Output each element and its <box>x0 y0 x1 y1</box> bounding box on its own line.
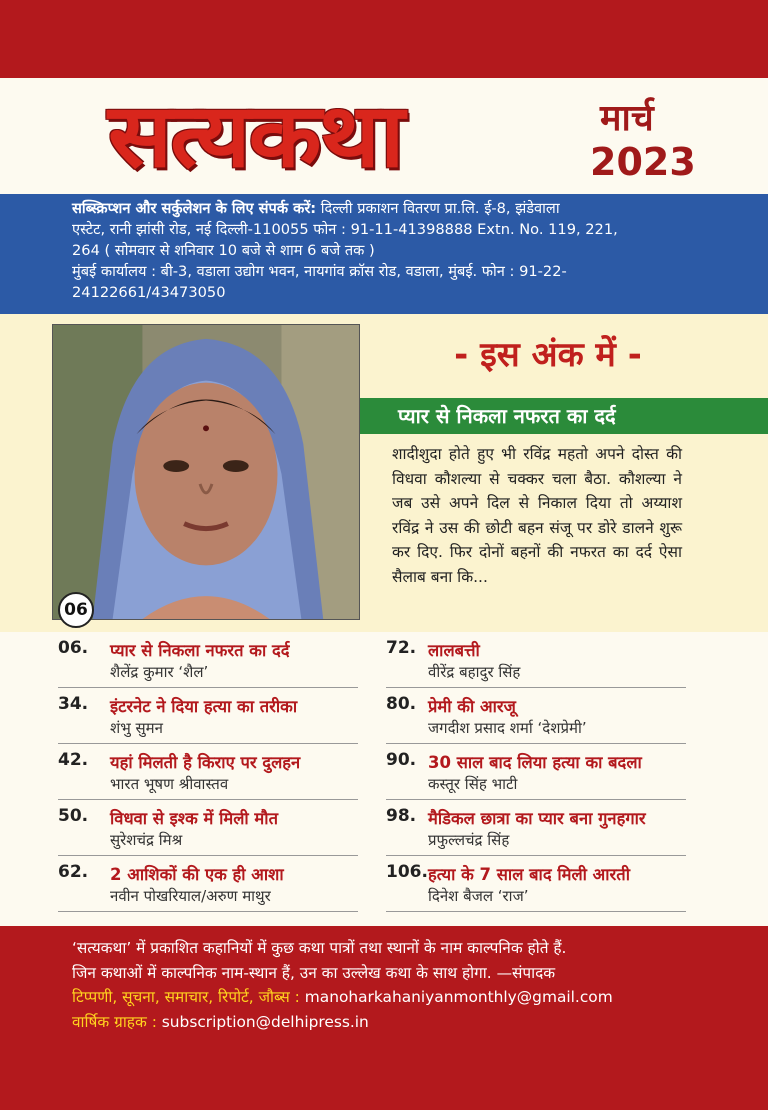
subscription-label: वार्षिक ग्राहक : <box>72 1012 157 1031</box>
contact-email-link[interactable]: manoharkahaniyanmonthly@gmail.com <box>304 988 613 1006</box>
toc-item[interactable] <box>386 856 686 912</box>
masthead <box>0 78 768 194</box>
toc-story-title: यहां मिलती है किराए पर दुलहन <box>110 753 301 772</box>
toc-author: नवीन पोखरियाल/अरुण माथुर <box>110 887 271 905</box>
toc-page-number: 106. <box>386 862 428 882</box>
portrait-image <box>53 325 359 619</box>
featured-page-badge: 06 <box>58 592 94 628</box>
toc-author: वीरेंद्र बहादुर सिंह <box>428 663 521 681</box>
toc-page-number: 80. <box>386 694 417 714</box>
toc-item[interactable] <box>58 856 358 912</box>
feature-title: प्यार से निकला नफरत का दर्द <box>398 404 616 428</box>
toc-author: शंभु सुमन <box>110 719 163 737</box>
toc-story-title: प्रेमी की आरजू <box>428 697 516 716</box>
contact-block <box>0 194 768 314</box>
contact-line-5: 24122661/43473050 <box>72 284 226 301</box>
toc-page-number: 62. <box>58 862 89 882</box>
toc-page-number: 90. <box>386 750 417 770</box>
issue-month: मार्च <box>600 98 654 139</box>
toc-item[interactable] <box>386 744 686 800</box>
top-red-band <box>0 0 768 78</box>
magazine-logo: सत्यकथा <box>108 84 403 187</box>
toc-item[interactable] <box>386 800 686 856</box>
featured-photo <box>52 324 360 620</box>
toc-author: भारत भूषण श्रीवास्तव <box>110 775 229 793</box>
contact-line-2: एस्टेट, रानी झांसी रोड, नई दिल्ली-110055 फोन : 91-11-41398888 Extn. No. 119, 221, <box>72 221 618 238</box>
toc-page-number: 06. <box>58 638 89 658</box>
toc-story-title: लालबत्ती <box>428 641 480 660</box>
feature-summary: शादीशुदा होते हुए भी रविंद्र महतो अपने दोस्त की विधवा कौशल्या से चक्कर चला बैठा. कौशल्या ने जब उसे अपने दिल से निकाल दिया तो अय्याश रविंद्र ने उस की छोटी बहन संजू पर डोरे डालने शुरू कर दिए. फिर दोनों बहनों की नफरत का दर्द ऐसा सैलाब बना कि... <box>392 445 682 586</box>
toc-item[interactable] <box>386 688 686 744</box>
in-this-issue-heading: - इस अंक में - <box>454 335 642 375</box>
contact-line-4: मुंबई कार्यालय : बी-3, वडाला उद्योग भवन, नायगांव क्रॉस रोड, वडाला, मुंबई. फोन : 91-22- <box>72 263 567 280</box>
contact-email-label: टिप्पणी, सूचना, समाचार, रिपोर्ट, जौब्स : <box>72 988 300 1006</box>
toc-author: सुरेशचंद्र मिश्र <box>110 831 183 849</box>
toc-story-title: इंटरनेट ने दिया हत्या का तरीका <box>110 697 298 716</box>
toc-author: प्रफुल्लचंद्र सिंह <box>428 831 510 849</box>
footer-notes <box>72 936 762 1034</box>
toc-author: जगदीश प्रसाद शर्मा ‘देशप्रेमी’ <box>428 719 587 737</box>
toc-author: कस्तूर सिंह भाटी <box>428 775 518 793</box>
toc-page-number: 34. <box>58 694 89 714</box>
toc-story-title: 2 आशिकों की एक ही आशा <box>110 865 284 884</box>
toc-story-title: विधवा से इश्क में मिली मौत <box>110 809 278 828</box>
toc-item[interactable] <box>58 744 358 800</box>
toc-author: शैलेंद्र कुमार ‘शैल’ <box>110 663 209 681</box>
toc-left-column <box>58 632 358 912</box>
issue-year: 2023 <box>590 140 696 184</box>
disclaimer-line-1: ‘सत्यकथा’ में प्रकाशित कहानियों में कुछ कथा पात्रों तथा स्थानों के नाम काल्पनिक होते हैं. <box>72 939 567 957</box>
toc-page-number: 42. <box>58 750 89 770</box>
toc-author: दिनेश बैजल ‘राज’ <box>428 887 529 905</box>
toc-story-title: मैडिकल छात्रा का प्यार बना गुनहगार <box>428 809 646 828</box>
toc-right-column <box>386 632 686 912</box>
contact-line-1: दिल्ली प्रकाशन वितरण प्रा.लि. ई-8, झंडेवाला <box>320 200 560 217</box>
toc-story-title: 30 साल बाद लिया हत्या का बदला <box>428 753 642 772</box>
subscription-email-link[interactable]: subscription@delhipress.in <box>161 1012 369 1031</box>
toc-item[interactable] <box>58 800 358 856</box>
toc-item[interactable] <box>58 688 358 744</box>
disclaimer-line-2: जिन कथाओं में काल्पनिक नाम-स्थान हैं, उन का उल्लेख कथा के साथ होगा. —संपादक <box>72 963 556 982</box>
toc-page-number: 50. <box>58 806 89 826</box>
toc-page-number: 98. <box>386 806 417 826</box>
contact-line-3: 264 ( सोमवार से शनिवार 10 बजे से शाम 6 बजे तक ) <box>72 242 375 259</box>
toc-item[interactable] <box>386 632 686 688</box>
toc-item[interactable] <box>58 632 358 688</box>
toc-page-number: 72. <box>386 638 417 658</box>
toc-story-title: प्यार से निकला नफरत का दर्द <box>110 641 290 660</box>
toc-story-title: हत्या के 7 साल बाद मिली आरती <box>428 865 630 884</box>
contact-label: सब्स्क्रिप्शन और सर्कुलेशन के लिए संपर्क करें: <box>72 200 317 217</box>
